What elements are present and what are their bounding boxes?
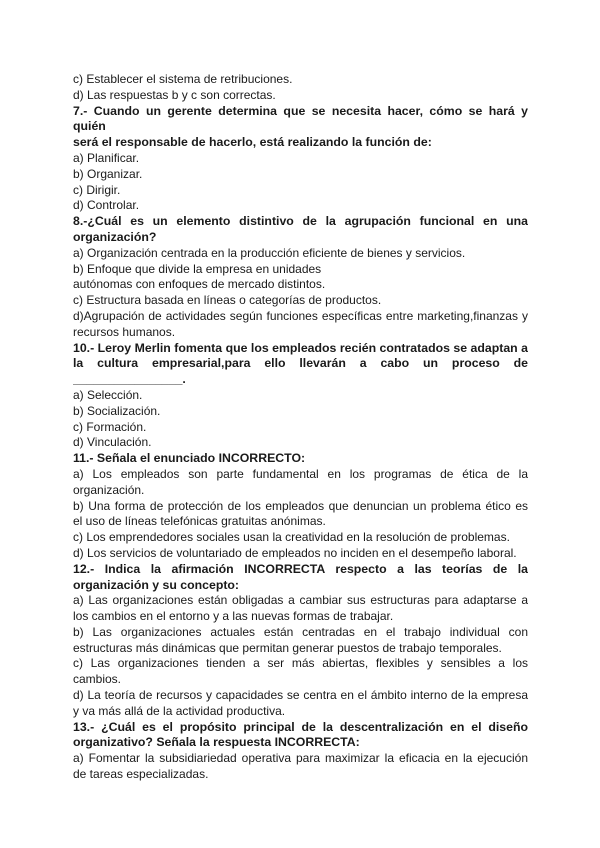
answer-text-line: a) Selección. xyxy=(73,387,143,402)
question-text-line: 12.- Indica la afirmación INCORRECTA respecto a las teorías de la xyxy=(73,561,528,576)
question-text-line: 7.- Cuando un gerente determina que se necesita hacer, cómo se hará y quién xyxy=(73,103,528,134)
question-text-line: 11.- Señala el enunciado INCORRECTO: xyxy=(73,451,306,466)
question-text-line: organizativo? Señala la respuesta INCORRECTA: xyxy=(73,735,360,750)
document-body xyxy=(73,72,528,783)
answer-text-line: estructuras más dinámicas que permitan generar puestos de trabajo temporales. xyxy=(73,640,502,655)
answer-text-line: c) Las organizaciones tienden a ser más abiertas, flexibles y sensibles a los xyxy=(73,656,528,671)
question-text-line: 13.- ¿Cuál es el propósito principal de la descentralización en el diseño xyxy=(73,719,528,734)
answer-text-line: autónomas con enfoques de mercado distintos. xyxy=(73,277,326,292)
answer-text-line: b) Socialización. xyxy=(73,403,161,418)
answer-text-line: el uso de líneas telefónicas gratuitas anónimas. xyxy=(73,514,326,529)
answer-text-line: b) Organizar. xyxy=(73,166,143,181)
answer-text-line: d) Controlar. xyxy=(73,198,140,213)
answer-text-line: b) Enfoque que divide la empresa en unidades xyxy=(73,261,322,276)
answer-text-line: d)Agrupación de actividades según funciones específicas entre marketing,finanzas y xyxy=(73,308,528,323)
question-text-line: organización? xyxy=(73,229,157,244)
question-text-line: 10.- Leroy Merlin fomenta que los empleados recién contratados se adaptan a xyxy=(73,340,528,355)
question-text-line: será el responsable de hacerlo, está realizando la función de: xyxy=(73,135,432,150)
answer-text-line: d) La teoría de recursos y capacidades se centra en el ámbito interno de la empresa xyxy=(73,688,528,703)
answer-text-line: los cambios en el entorno y a las nuevas formas de trabajar. xyxy=(73,609,394,624)
answer-text-line: y va más allá de la actividad productiva. xyxy=(73,703,286,718)
answer-text-line: a) Los empleados son parte fundamental en los programas de ética de la xyxy=(73,466,528,481)
answer-text-line: a) Fomentar la subsidiariedad operativa para maximizar la eficacia en la ejecución xyxy=(73,751,528,766)
answer-text-line: c) Establecer el sistema de retribuciones. xyxy=(73,72,293,86)
question-text-line: 8.-¿Cuál es un elemento distintivo de la agrupación funcional en una xyxy=(73,214,528,229)
answer-text-line: c) Estructura basada en líneas o categorías de productos. xyxy=(73,293,382,308)
question-text-line: organización y su concepto: xyxy=(73,577,240,592)
answer-text-line: a) Las organizaciones están obligadas a cambiar sus estructuras para adaptarse a xyxy=(73,593,528,608)
answer-text-line: c) Dirigir. xyxy=(73,182,121,197)
answer-text-line: c) Los emprendedores sociales usan la creatividad en la resolución de problemas. xyxy=(73,530,510,545)
answer-text-line: b) Las organizaciones actuales están centradas en el trabajo individual con xyxy=(73,624,528,639)
answer-text-line: d) Los servicios de voluntariado de empleados no inciden en el desempeño laboral. xyxy=(73,545,517,560)
answer-text-line: d) Vinculación. xyxy=(73,435,152,450)
answer-text-line: a) Planificar. xyxy=(73,150,140,165)
question-text-line: ________________. xyxy=(73,372,186,387)
answer-text-line: c) Formación. xyxy=(73,419,147,434)
answer-text-line: d) Las respuestas b y c son correctas. xyxy=(73,87,276,102)
answer-text-line: cambios. xyxy=(73,672,122,687)
answer-text-line: organización. xyxy=(73,482,145,497)
answer-text-line: recursos humanos. xyxy=(73,324,176,339)
answer-text-line: b) Una forma de protección de los empleados que denuncian un problema ético es xyxy=(73,498,528,513)
answer-text-line: a) Organización centrada en la producción eficiente de bienes y servicios. xyxy=(73,245,466,260)
question-text-line: la cultura empresarial,para ello llevarán a cabo un proceso de xyxy=(73,356,528,371)
answer-text-line: de tareas especializadas. xyxy=(73,767,209,782)
